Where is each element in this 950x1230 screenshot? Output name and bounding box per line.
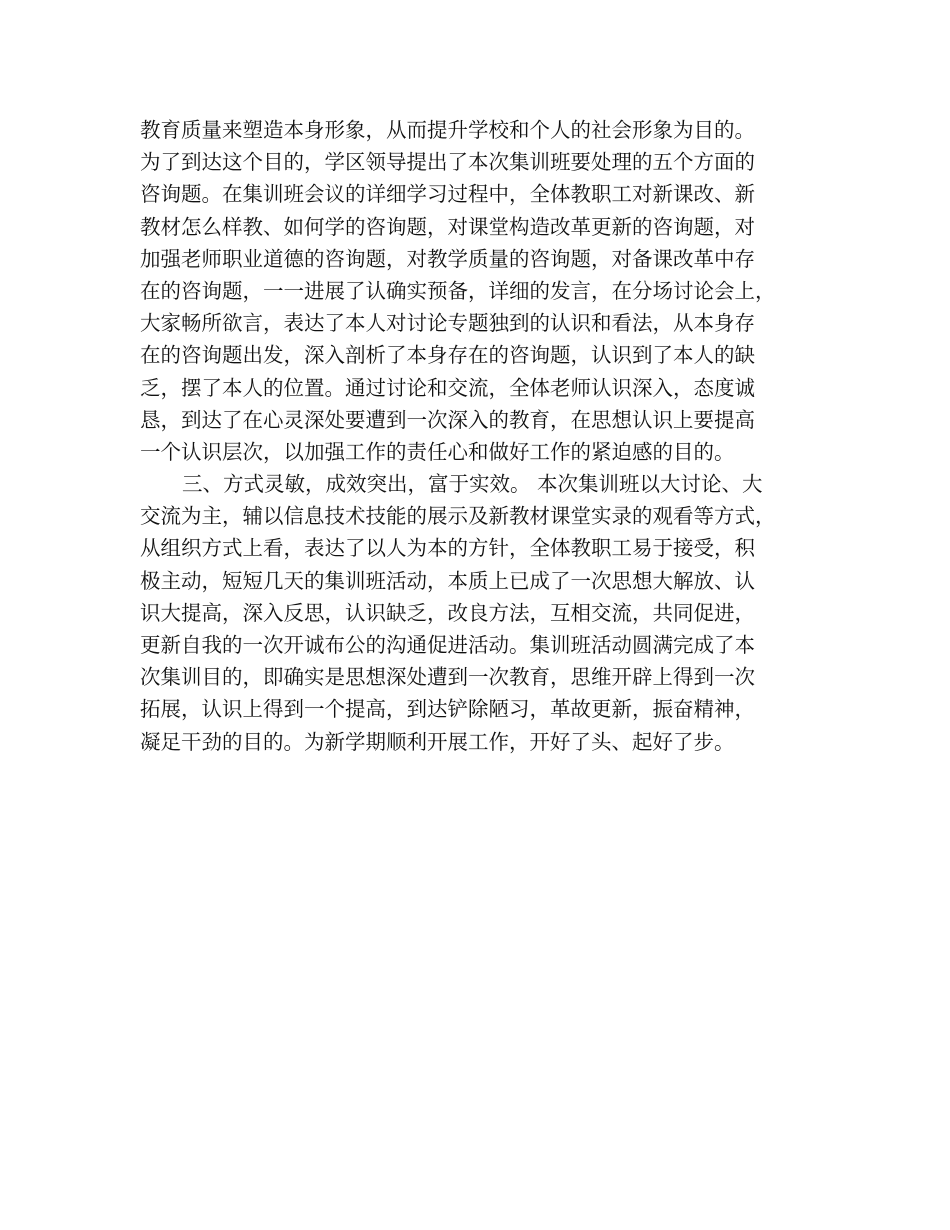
section-heading-line: 三、方式灵敏，成效突出，富于实效。 本次集训班以大讨论、大	[182, 472, 763, 497]
text-line: 恳，到达了在心灵深处要遭到一次深入的教育，在思想认识上要提高	[140, 407, 755, 432]
text-line: 在的咨询题，一一进展了认确实预备，详细的发言，在分场讨论会上，	[140, 278, 776, 303]
text-line: 凝足干劲的目的。为新学期顺利开展工作，开好了头、起好了步。	[140, 729, 735, 754]
text-line: 次集训目的，即确实是思想深处遭到一次教育，思维开辟上得到一次	[140, 665, 755, 690]
text-line: 一个认识层次，以加强工作的责任心和做好工作的紧迫感的目的。	[140, 439, 735, 464]
text-line: 为了到达这个目的，学区领导提出了本次集训班要处理的五个方面的	[140, 150, 755, 175]
text-line: 咨询题。在集训班会议的详细学习过程中，全体教职工对新课改、新	[140, 182, 755, 207]
text-line: 教材怎么样教、如何学的咨询题，对课堂构造改革更新的咨询题，对	[140, 214, 755, 239]
text-line: 极主动，短短几天的集训班活动，本质上已成了一次思想大解放、认	[140, 568, 755, 593]
text-line: 识大提高，深入反思，认识缺乏，改良方法，互相交流，共同促进，	[140, 600, 755, 625]
text-line: 更新自我的一次开诚布公的沟通促进活动。集训班活动圆满完成了本	[140, 633, 755, 657]
body-text	[140, 114, 830, 758]
text-line: 拓展，认识上得到一个提高，到达铲除陋习，革故更新，振奋精神，	[140, 697, 755, 722]
text-line: 教育质量来塑造本身形象，从而提升学校和个人的社会形象为目的。	[140, 118, 755, 142]
text-line: 交流为主，辅以信息技术技能的展示及新教材课堂实录的观看等方式，	[140, 504, 776, 529]
text-line: 从组织方式上看，表达了以人为本的方针，全体教职工易于接受，积	[140, 536, 755, 561]
text-line: 乏，摆了本人的位置。通过讨论和交流，全体老师认识深入，态度诚	[140, 375, 755, 400]
text-line: 大家畅所欲言，表达了本人对讨论专题独到的认识和看法，从本身存	[140, 311, 755, 336]
text-line: 加强老师职业道德的咨询题，对教学质量的咨询题，对备课改革中存	[140, 246, 755, 271]
text-line: 在的咨询题出发，深入剖析了本身存在的咨询题，认识到了本人的缺	[140, 343, 755, 368]
